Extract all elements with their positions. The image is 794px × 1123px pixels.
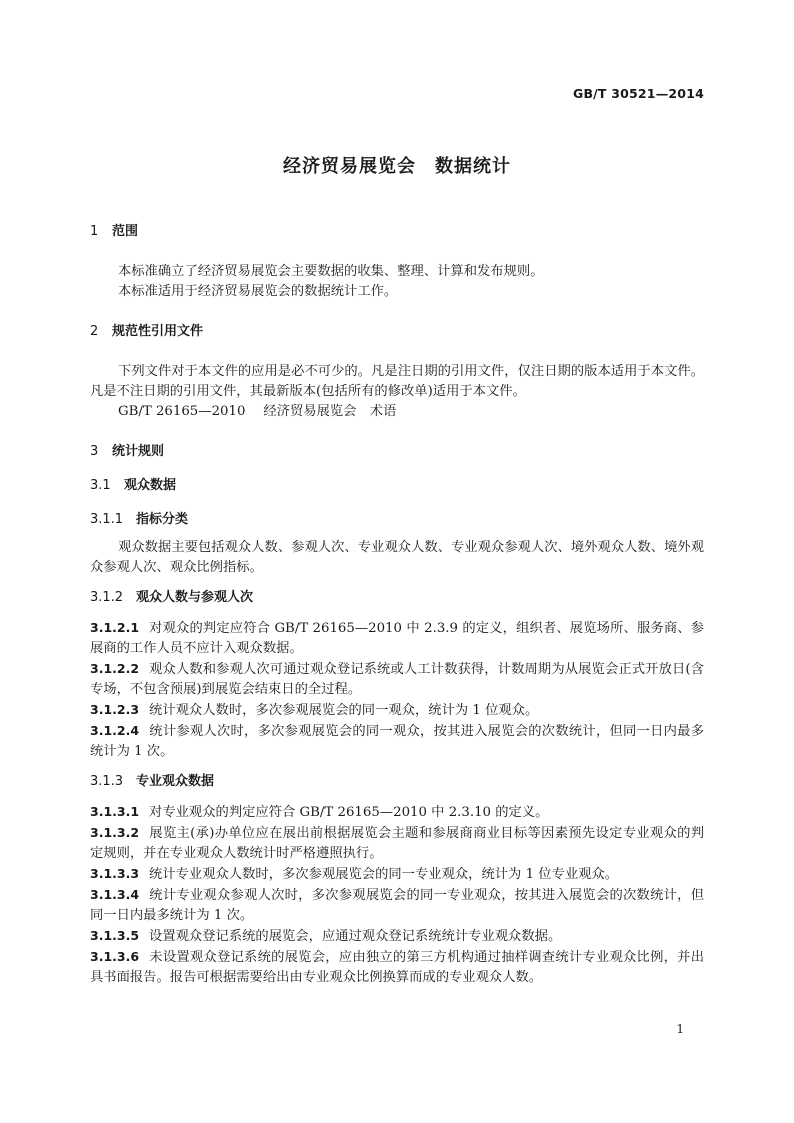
clause-number: 3.1.2.4: [90, 723, 140, 738]
clause-item: [90, 618, 704, 659]
clause-item: [90, 926, 704, 947]
section-3-1-2-heading: [90, 588, 704, 608]
clause-text: 展览主(承)办单位应在展出前根据展览会主题和参展商商业目标等因素预先设定专业观众的判定规则，并在专业观众人数统计时严格遵照执行。: [90, 826, 704, 861]
clause-number: 3.1.3.5: [90, 928, 140, 943]
clause-text: 观众人数和参观人次可通过观众登记系统或人工计数获得，计数周期为从展览会正式开放日(含专场，不包含预展)到展览会结束日的全过程。: [90, 662, 704, 697]
clause-item: [90, 864, 704, 885]
clause-text: 对观众的判定应符合 GB/T 26165—2010 中 2.3.9 的定义，组织者、展览场所、服务商、参展商的工作人员不应计入观众数据。: [90, 621, 704, 656]
clause-text: 统计专业观众参观人次时，多次参观展览会的同一专业观众，按其进入展览会的次数统计，但同一日内最多统计为 1 次。: [90, 888, 704, 923]
clause-number: 3.1.3.4: [90, 887, 140, 902]
clause-item: [90, 700, 704, 721]
paragraph: 本标准适用于经济贸易展览会的数据统计工作。: [118, 284, 398, 299]
clause-item: [90, 823, 704, 864]
section-title: 统计规则: [112, 444, 165, 459]
section-title: 范围: [112, 224, 139, 239]
section-title: 专业观众数据: [136, 774, 215, 789]
standard-code: GB/T 30521—2014: [572, 86, 704, 101]
section-3-1-3-heading: [90, 772, 704, 792]
clause-text: 统计观众人数时，多次参观展览会的同一观众，统计为 1 位观众。: [149, 703, 539, 718]
section-number: 3.1.1: [90, 512, 124, 527]
section-number: 3.1.2: [90, 590, 124, 605]
normative-reference: [90, 402, 704, 422]
section-number: 3.1.3: [90, 774, 124, 789]
paragraph: 本标准确立了经济贸易展览会主要数据的收集、整理、计算和发布规则。: [118, 264, 544, 279]
clause-item: [90, 802, 704, 823]
clause-number: 3.1.3.2: [90, 825, 140, 840]
clause-item: [90, 659, 704, 700]
section-title: 指标分类: [136, 512, 189, 527]
clause-text: 对专业观众的判定应符合 GB/T 26165—2010 中 2.3.10 的定义。: [149, 805, 549, 820]
section-3-1-heading: [90, 476, 704, 496]
section-2-heading: [90, 322, 704, 342]
clause-number: 3.1.3.1: [90, 804, 140, 819]
clause-text: 设置观众登记系统的展览会，应通过观众登记系统统计专业观众数据。: [149, 929, 562, 944]
clause-item: [90, 885, 704, 926]
section-3-heading: [90, 442, 704, 462]
paragraph: 观众数据主要包括观众人数、参观人次、专业观众人数、专业观众参观人次、境外观众人数、境外观众参观人次、观众比例指标。: [90, 540, 704, 575]
section-number: 2: [90, 324, 99, 339]
clause-text: 未设置观众登记系统的展览会，应由独立的第三方机构通过抽样调查统计专业观众比例，并出具书面报告。报告可根据需要给出由专业观众比例换算而成的专业观众人数。: [90, 950, 704, 985]
document-body: [90, 222, 704, 988]
section-number: 3.1: [90, 478, 111, 493]
section-3-1-1-heading: [90, 510, 704, 530]
clause-item: [90, 721, 704, 762]
section-1-heading: [90, 222, 704, 242]
reference-code: GB/T 26165—2010: [118, 404, 246, 419]
clause-number: 3.1.2.2: [90, 661, 140, 676]
paragraph: 下列文件对于本文件的应用是必不可少的。凡是注日期的引用文件，仅注日期的版本适用于本文件。凡是不注日期的引用文件，其最新版本(包括所有的修改单)适用于本文件。: [90, 364, 704, 399]
section-title: 规范性引用文件: [112, 324, 204, 339]
section-title: 观众数据: [124, 478, 177, 493]
clause-number: 3.1.3.3: [90, 866, 140, 881]
clause-item: [90, 947, 704, 988]
document-title: 经济贸易展览会 数据统计: [283, 156, 511, 177]
clause-number: 3.1.2.3: [90, 702, 140, 717]
clause-number: 3.1.2.1: [90, 620, 140, 635]
page-number: 1: [676, 1022, 684, 1036]
clause-text: 统计参观人次时，多次参观展览会的同一观众，按其进入展览会的次数统计，但同一日内最多统计为 1 次。: [90, 724, 704, 759]
reference-title: 经济贸易展览会 术语: [263, 404, 397, 419]
section-title: 观众人数与参观人次: [136, 590, 254, 605]
section-number: 1: [90, 224, 99, 239]
section-number: 3: [90, 444, 99, 459]
clause-number: 3.1.3.6: [90, 949, 140, 964]
clause-text: 统计专业观众人数时，多次参观展览会的同一专业观众，统计为 1 位专业观众。: [149, 867, 619, 882]
